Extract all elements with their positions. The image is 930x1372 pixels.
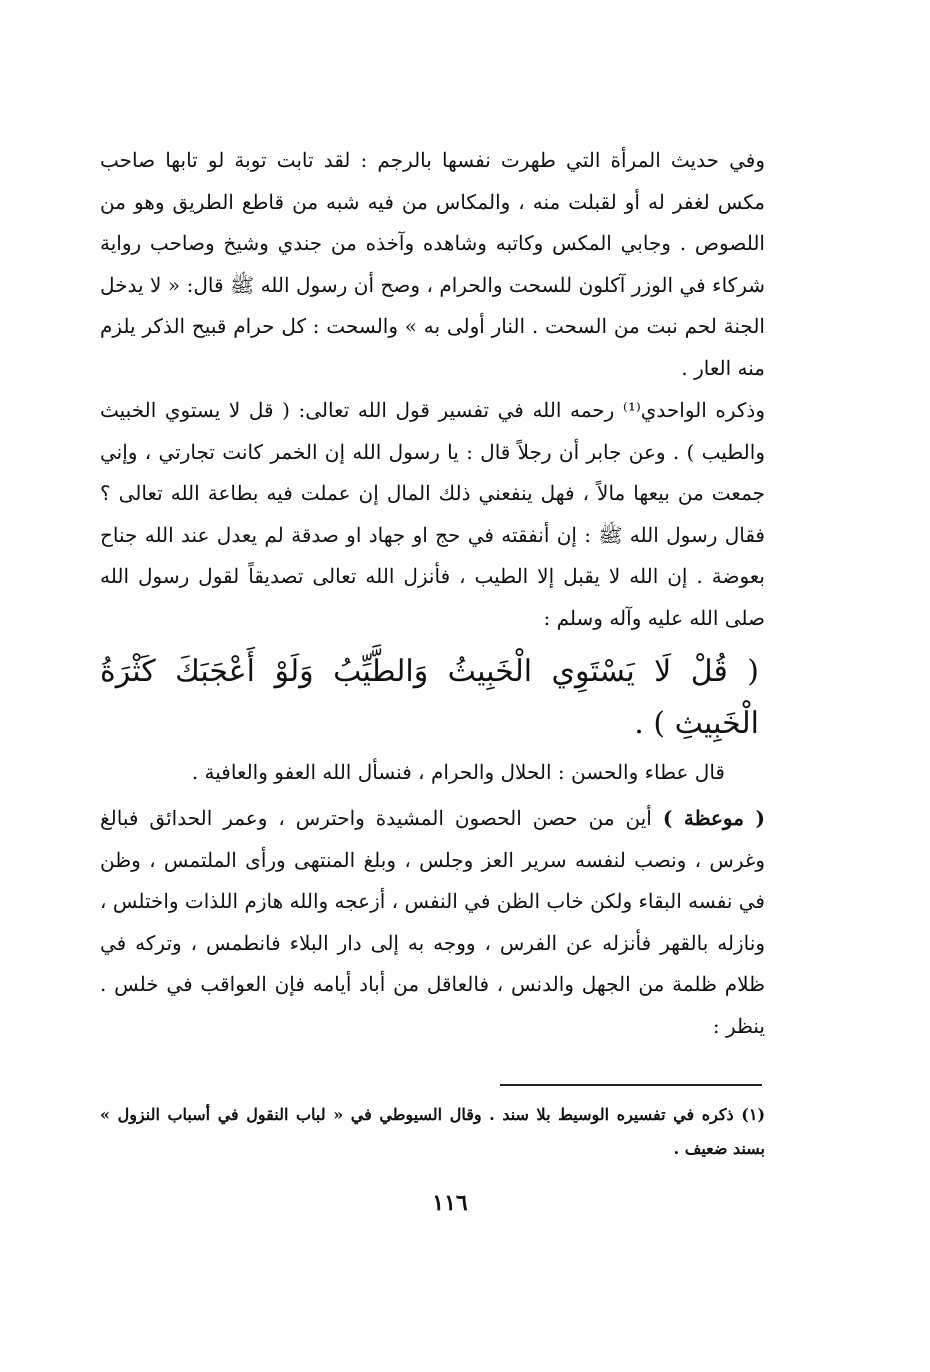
- paragraph-2: وذكره الواحدي⁽¹⁾ رحمه الله في تفسير قول الله تعالى: ( قل لا يستوي الخبيث والطيب ) . وعن جابر أن رجلاً قال : يا رسول الله إن الخمر كانت تجارتي ، وإني جمعت من بيعها مالاً ، فهل ينفعني ذلك المال إن عملت فيه بطاعة الله تعالى ؟ فقال رسول الله ﷺ : إن أنفقته في حج او جهاد او صدقة لم يعدل عند الله جناح بعوضة . إن الله لا يقبل إلا الطيب ، فأنزل الله تعالى تصديقاً لقول رسول الله صلى الله عليه وآله وسلم :: [100, 398, 765, 630]
- footnote-divider: [500, 1084, 762, 1086]
- quran-verse: ( قُلْ لَا يَسْتَوِي الْخَبِيثُ وَالطَّيِّبُ وَلَوْ أَعْجَبَكَ كَثْرَةُ الْخَبِيثِ ) .: [100, 654, 759, 741]
- footnote: (١) ذكره في تفسيره الوسيط بلا سند . وقال السيوطي في « لباب النقول في أسباب النزول » بسند ضعيف .: [100, 1105, 766, 1158]
- paragraph-1: وفي حديث المرأة التي طهرت نفسها بالرجم : لقد تابت توبة لو تابها صاحب مكس لغفر له أو لقبلت منه ، والمكاس من فيه شبه من قاطع الطريق وهو من اللصوص . وجابي المكس وكاتبه وشاهده وآخذه من جندي وشيخ وصاحب رواية شركاء في الوزر آكلون للسحت والحرام ، وصح أن رسول الله ﷺ قال: « لا يدخل الجنة لحم نبت من السحت . النار أولى به » والسحت : كل حرام قبيح الذكر يلزم منه العار .: [100, 148, 765, 380]
- paragraph-3: قال عطاء والحسن : الحلال والحرام ، فنسأل الله العفو والعافية .: [191, 760, 725, 784]
- sermon-text: أين من حصن الحصون المشيدة واحترس ، وعمر الحدائق فبالغ وغرس ، ونصب لنفسه سرير العز وجلس ، وبلغ المنتهى ورأى الملتمس ، وظن في نفسه البقاء ولكن خاب الظن في النفس ، أزعجه والله هازم اللذات واختلس ، ونازله بالقهر فأنزله عن الفرس ، ووجه به إلى دار البلاء فانطمس ، وتركه في ظلام ظلمة من الجهل والدنس ، فالعاقل من أباد أيامه فإن العواقب في خلس . ينظر :: [100, 806, 765, 1038]
- paragraph-4: [100, 798, 765, 1048]
- page-number: ١١٦: [432, 1190, 468, 1216]
- page-body: [100, 140, 765, 1048]
- sermon-label: ( موعظة ): [662, 806, 765, 830]
